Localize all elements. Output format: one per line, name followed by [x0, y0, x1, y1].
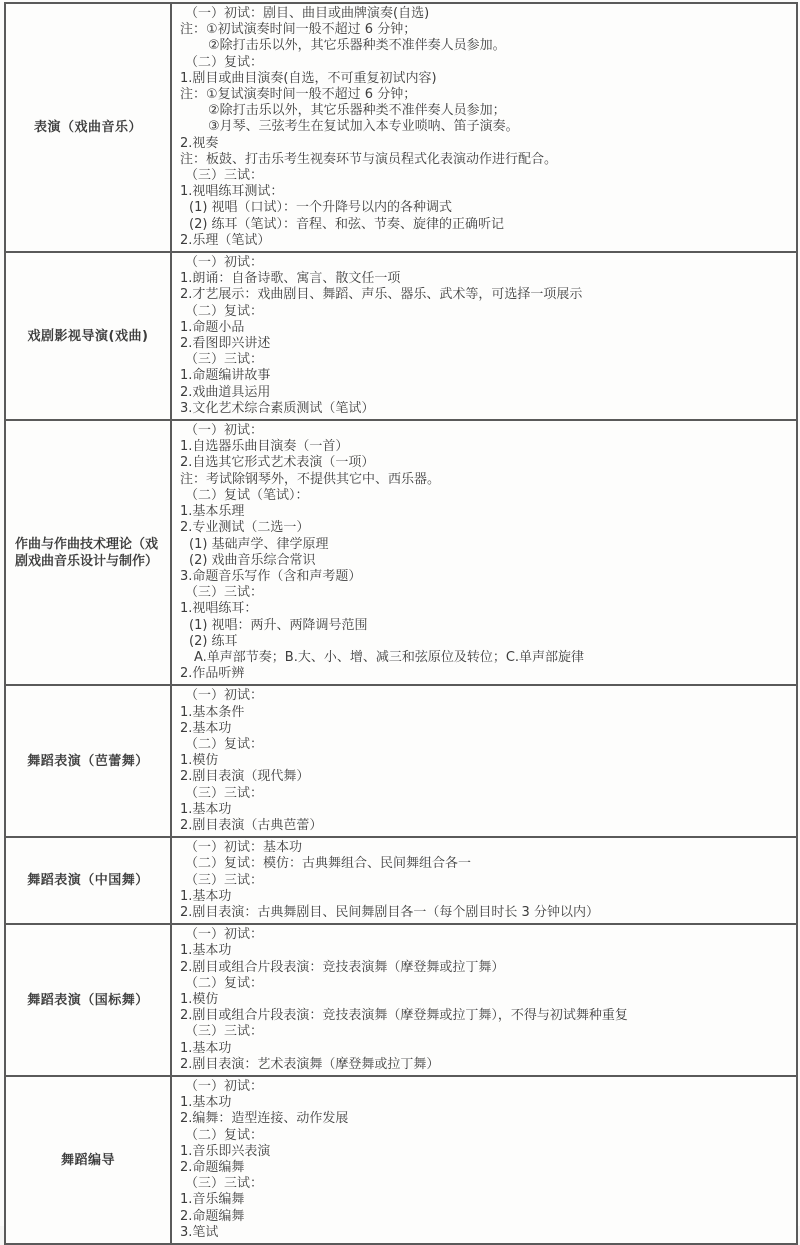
exam-detail-line: 2.命题编舞: [180, 1160, 245, 1176]
exam-detail-line: 2.自选其它形式艺术表演（一项）: [180, 455, 375, 471]
exam-detail-line: （三）三试：: [185, 1024, 264, 1040]
exam-detail-line: （一）初试：: [185, 1079, 264, 1094]
exam-detail-line: (1) 视唱：两升、两降调号范围: [189, 617, 368, 633]
exam-detail-line: （二）复试：: [185, 975, 264, 991]
exam-detail-line: 1.音乐即兴表演: [180, 1143, 271, 1159]
exam-detail-line: 1.基本条件: [180, 704, 245, 720]
exam-detail-line: 2.剧目表演：艺术表演舞（摩登舞或拉丁舞）: [180, 1056, 440, 1072]
table-row: [5, 837, 797, 924]
major-name-cell: 舞蹈表演（中国舞）: [5, 837, 171, 924]
exam-detail-line: 1.模仿: [180, 991, 219, 1007]
exam-detail-line: 2.命题编舞: [180, 1208, 245, 1224]
exam-detail-line: 1.剧目或曲目演奏(自选，不可重复初试内容): [180, 70, 437, 86]
exam-table-body: [5, 3, 797, 1244]
exam-detail-line: ②除打击乐以外，其它乐器种类不准伴奏人员参加；: [208, 103, 506, 119]
exam-detail-line: 1.基本功: [180, 943, 232, 959]
exam-detail-line: 2.基本功: [180, 720, 232, 736]
exam-detail-line: 1.模仿: [180, 753, 219, 769]
major-name-cell: 戏剧影视导演(戏曲): [5, 252, 171, 420]
major-name-cell: 表演（戏曲音乐）: [5, 3, 171, 252]
exam-detail-line: 注：板鼓、打击乐考生视奏环节与演员程式化表演动作进行配合。: [180, 151, 558, 167]
exam-details-cell: [171, 3, 797, 252]
exam-detail-line: （三）三试：: [185, 785, 264, 801]
exam-detail-line: 2.剧目表演（古典芭蕾）: [180, 817, 323, 833]
exam-detail-line: 2.作品听辨: [180, 666, 245, 682]
exam-detail-line: ③月琴、三弦考生在复试加入本专业唢呐、笛子演奏。: [208, 119, 519, 135]
exam-requirements-table: [4, 2, 798, 1245]
major-name-cell: 舞蹈编导: [5, 1076, 171, 1244]
exam-detail-line: (1) 基础声学、律学原理: [189, 536, 329, 552]
exam-detail-line: (1) 视唱（口试）：一个升降号以内的各种调式: [189, 200, 453, 216]
exam-detail-line: A.单声部节奏；B.大、小、增、减三和弦原位及转位；C.单声部旋律: [194, 649, 585, 665]
exam-detail-line: 1.命题编讲故事: [180, 368, 271, 384]
exam-details-cell: [171, 685, 797, 837]
exam-detail-line: （一）初试：: [185, 423, 264, 439]
exam-detail-line: （二）复试：: [185, 303, 264, 319]
table-row: [5, 924, 797, 1076]
exam-detail-line: 1.命题小品: [180, 319, 245, 335]
exam-detail-line: 注：①初试演奏时间一般不超过 6 分钟；: [180, 22, 417, 38]
table-row: [5, 3, 797, 252]
exam-detail-line: ②除打击乐以外，其它乐器种类不准伴奏人员参加。: [208, 38, 506, 54]
exam-detail-line: 2.剧目表演（现代舞）: [180, 769, 310, 785]
exam-details-cell: [171, 420, 797, 685]
exam-detail-line: 3.笔试: [180, 1224, 219, 1240]
exam-detail-line: （三）三试：: [185, 1176, 264, 1192]
exam-detail-line: （一）初试：: [185, 688, 264, 704]
exam-detail-line: 2.编舞：造型连接、动作发展: [180, 1111, 349, 1127]
major-name-cell: 舞蹈表演（国标舞）: [5, 924, 171, 1076]
exam-detail-line: 1.基本功: [180, 1095, 232, 1111]
exam-detail-line: （三）三试：: [185, 585, 264, 601]
exam-detail-line: 注：考试除钢琴外，不提供其它中、西乐器。: [180, 471, 441, 487]
exam-detail-line: （一）初试：: [185, 255, 264, 271]
exam-detail-line: （一）初试：基本功: [185, 840, 303, 856]
exam-detail-line: 2.剧目或组合片段表演：竞技表演舞（摩登舞或拉丁舞）: [180, 959, 505, 975]
exam-detail-line: （二）复试（笔试）：: [185, 487, 309, 503]
exam-details-cell: [171, 1076, 797, 1244]
exam-detail-line: 1.基本乐理: [180, 504, 245, 520]
exam-detail-line: 1.视唱练耳：: [180, 601, 258, 617]
exam-detail-line: 2.看图即兴讲述: [180, 336, 271, 352]
exam-detail-line: 2.才艺展示：戏曲剧目、舞蹈、声乐、器乐、武术等，可选择一项展示: [180, 287, 583, 303]
exam-detail-line: （二）复试：: [185, 1127, 264, 1143]
exam-detail-line: 2.戏曲道具运用: [180, 384, 271, 400]
exam-detail-line: 2.剧目表演：古典舞剧目、民间舞剧目各一（每个剧目时长 3 分钟以内）: [180, 904, 599, 920]
exam-detail-line: 1.音乐编舞: [180, 1192, 245, 1208]
exam-detail-line: (2) 练耳: [189, 633, 238, 649]
exam-detail-line: （三）三试：: [185, 872, 264, 888]
exam-detail-line: 2.剧目或组合片段表演：竞技表演舞（摩登舞或拉丁舞），不得与初试舞种重复: [180, 1008, 628, 1024]
exam-detail-line: 2.视奏: [180, 135, 219, 151]
exam-detail-line: （一）初试：剧目、曲目或曲牌演奏(自选): [185, 6, 430, 21]
table-row: [5, 420, 797, 685]
table-row: [5, 252, 797, 420]
exam-detail-line: 1.自选器乐曲目演奏（一首）: [180, 439, 349, 455]
table-row: [5, 685, 797, 837]
exam-detail-line: （二）复试：: [185, 736, 264, 752]
exam-details-cell: [171, 252, 797, 420]
exam-detail-line: （三）三试：: [185, 352, 264, 368]
table-row: [5, 1076, 797, 1244]
exam-detail-line: 1.基本功: [180, 1040, 232, 1056]
exam-detail-line: 1.视唱练耳测试：: [180, 184, 284, 200]
exam-detail-line: (2) 练耳（笔试）：音程、和弦、节奏、旋律的正确听记: [189, 216, 505, 232]
exam-detail-line: 1.基本功: [180, 801, 232, 817]
exam-detail-line: 2.乐理（笔试）: [180, 232, 271, 248]
major-name-cell: 作曲与作曲技术理论（戏剧戏曲音乐设计与制作）: [5, 420, 171, 685]
exam-detail-line: （三）三试：: [185, 168, 264, 184]
exam-detail-line: 3.文化艺术综合素质测试（笔试）: [180, 400, 375, 416]
exam-detail-line: （二）复试：: [185, 54, 264, 70]
exam-detail-line: 1.朗诵：自备诗歌、寓言、散文任一项: [180, 271, 401, 287]
exam-detail-line: （一）初试：: [185, 927, 264, 943]
major-name-cell: 舞蹈表演（芭蕾舞）: [5, 685, 171, 837]
exam-details-cell: [171, 837, 797, 924]
exam-detail-line: 注：①复试演奏时间一般不超过 6 分钟；: [180, 87, 417, 103]
exam-detail-line: （二）复试：模仿：古典舞组合、民间舞组合各一: [185, 856, 472, 872]
exam-detail-line: 2.专业测试（二选一）: [180, 520, 310, 536]
exam-detail-line: (2) 戏曲音乐综合常识: [189, 552, 316, 568]
exam-detail-line: 1.基本功: [180, 888, 232, 904]
exam-detail-line: 3.命题音乐写作（含和声考题）: [180, 568, 362, 584]
exam-details-cell: [171, 924, 797, 1076]
